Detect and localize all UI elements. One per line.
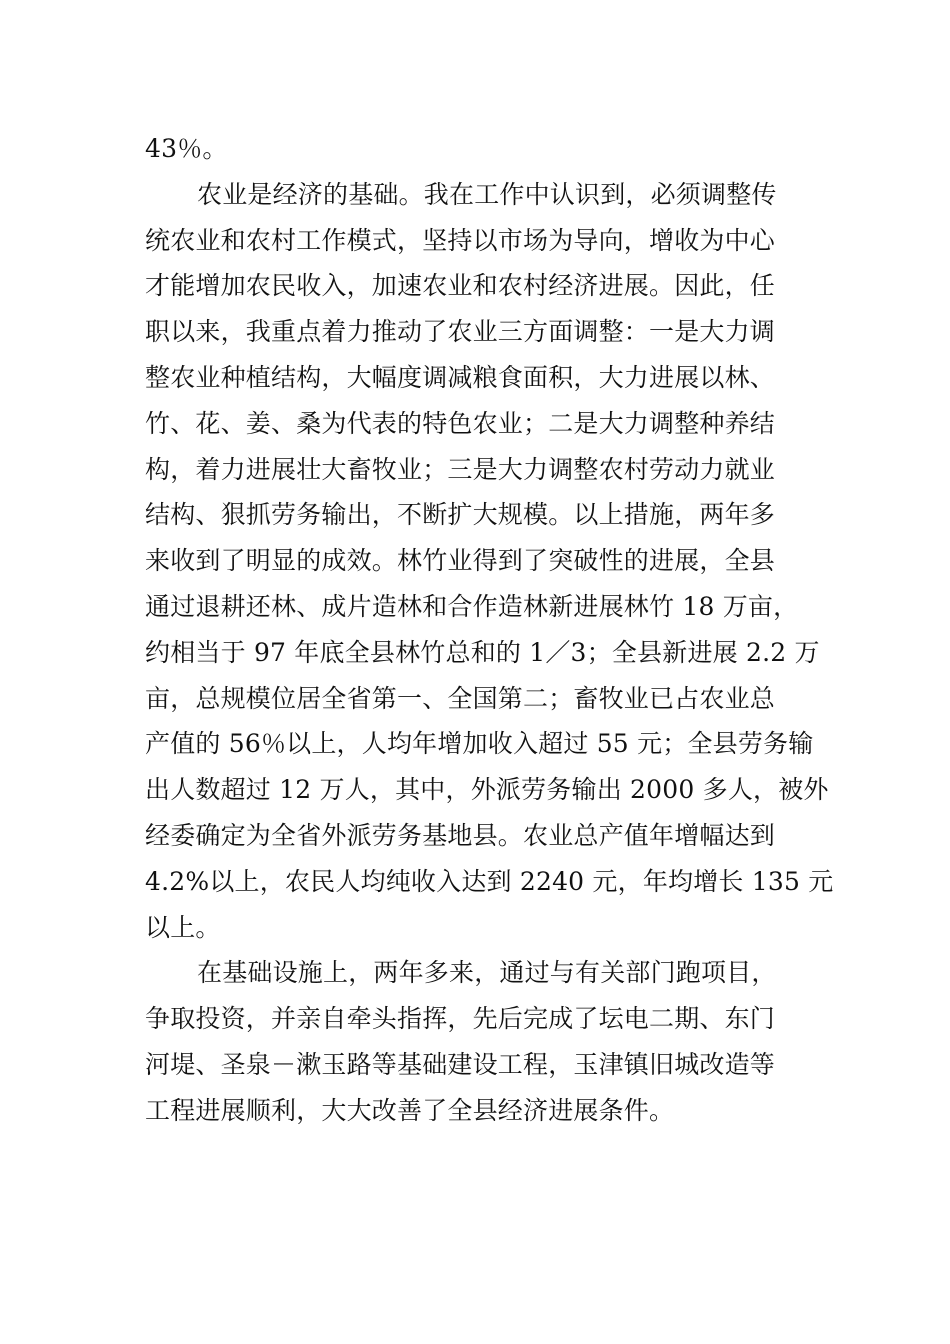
text-line: 约相当于 97 年底全县林竹总和的 1／3；全县新进展 2.2 万	[145, 637, 820, 667]
text-line: 统农业和农村工作模式，坚持以市场为导向，增收为中心	[145, 225, 776, 255]
text-line: 经委确定为全省外派劳务基地县。农业总产值年增幅达到	[145, 820, 776, 850]
text-line: 结构、狠抓劳务输出，不断扩大规模。以上措施，两年多	[145, 500, 776, 530]
text-line: 通过退耕还林、成片造林和合作造林新进展林竹 18 万亩，	[145, 591, 799, 621]
text-line: 争取投资，并亲自牵头指挥，先后完成了坛电二期、东门	[145, 1004, 776, 1034]
text-line: 竹、花、姜、桑为代表的特色农业；二是大力调整种养结	[145, 408, 776, 438]
text-line: 才能增加农民收入，加速农业和农村经济进展。因此，任	[145, 271, 776, 301]
text-line: 河堤、圣泉－漱玉路等基础建设工程，玉津镇旧城改造等	[145, 1049, 776, 1079]
text-line: 以上。	[145, 912, 221, 942]
text-line: 4.2%以上，农民人均纯收入达到 2240 元，年均增长 135 元	[145, 866, 834, 896]
text-line: 来收到了明显的成效。林竹业得到了突破性的进展，全县	[145, 546, 776, 576]
text-line: 构，着力进展壮大畜牧业；三是大力调整农村劳动力就业	[145, 454, 776, 484]
text-line: 整农业种植结构，大幅度调减粮食面积，大力进展以林、	[145, 362, 776, 392]
text-line: 职以来，我重点着力推动了农业三方面调整：一是大力调	[145, 317, 776, 347]
paragraph-start-line: 在基础设施上，两年多来，通过与有关部门跑项目，	[197, 958, 777, 988]
text-line: 工程进展顺利，大大改善了全县经济进展条件。	[145, 1095, 675, 1125]
text-line: 产值的 56％以上，人均年增加收入超过 55 元；全县劳务输	[145, 729, 814, 759]
text-line: 亩，总规模位居全省第一、全国第二；畜牧业已占农业总	[145, 683, 776, 713]
text-line: 43％。	[145, 134, 228, 163]
paragraph-start-line: 农业是经济的基础。我在工作中认识到，必须调整传	[197, 179, 777, 209]
document-page	[145, 126, 834, 1134]
text-line: 出人数超过 12 万人，其中，外派劳务输出 2000 多人，被外	[145, 775, 829, 805]
